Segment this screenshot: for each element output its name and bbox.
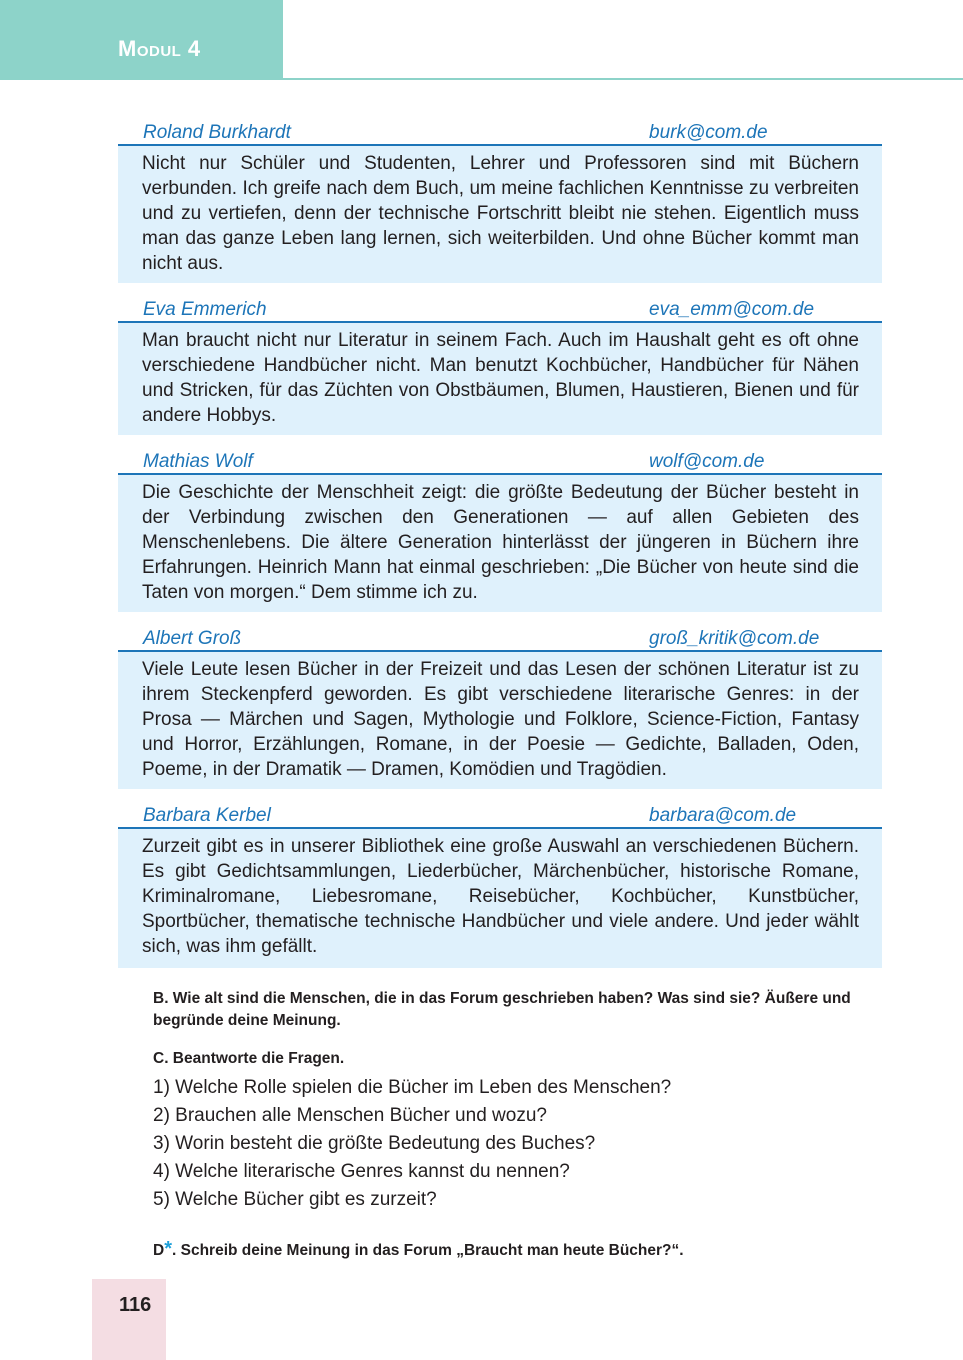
- forum-post: [118, 801, 882, 968]
- post-email: groß_kritik@com.de: [649, 628, 820, 649]
- forum-post: [118, 447, 882, 612]
- post-author: Barbara Kerbel: [143, 805, 271, 826]
- list-item: 4) Welche literarische Genres kannst du nennen?: [153, 1161, 570, 1182]
- post-text: Zurzeit gibt es in unserer Bibliothek eine große Auswahl an verschiedenen Büchern. Es gibt Gedichtsammlungen, Liederbücher, Märchenbücher, historische Romane, Kriminalromane, Liebesromane, Reisebücher, Kochbücher, Kunstbücher, Sportbücher, thematische technische Handbücher und viele andere. Und jeder wählt sich, was ihm gefällt.: [118, 829, 882, 968]
- list-item: 1) Welche Rolle spielen die Bücher im Leben des Menschen?: [153, 1077, 672, 1098]
- post-author: Albert Groß: [143, 628, 242, 649]
- task-b: B. Wie alt sind die Menschen, die in das Forum geschrieben haben? Was sind sie? Äußere und begründe deine Meinung.: [153, 990, 851, 1029]
- page-number-box: [92, 1279, 166, 1360]
- post-header: [118, 118, 882, 146]
- module-label: Modul 4: [118, 36, 201, 61]
- page-number: 116: [119, 1294, 152, 1316]
- post-email: wolf@com.de: [649, 451, 765, 472]
- post-text: Man braucht nicht nur Literatur in seinem Fach. Auch im Haushalt geht es oft ohne verschiedene Handbücher nicht. Man benutzt Kochbücher, Handbücher für Nähen und Stricken, für das Züchten von Obstbäumen, Blumen, Haustieren, Bienen und für andere Hobbys.: [118, 323, 882, 435]
- post-header: [118, 447, 882, 475]
- question-list: [153, 1074, 888, 1214]
- post-email: eva_emm@com.de: [649, 299, 815, 320]
- forum-posts: [118, 118, 882, 968]
- post-author: Roland Burkhardt: [143, 122, 291, 143]
- post-author: Mathias Wolf: [143, 451, 253, 472]
- list-item: 5) Welche Bücher gibt es zurzeit?: [153, 1189, 437, 1210]
- task-d: [153, 1238, 888, 1262]
- list-item: 3) Worin besteht die größte Bedeutung des Buches?: [153, 1133, 596, 1154]
- header-rule: [283, 78, 963, 80]
- list-item: 2) Brauchen alle Menschen Bücher und wozu?: [153, 1105, 547, 1126]
- post-text: Viele Leute lesen Bücher in der Freizeit und das Lesen der schönen Literatur ist zu ihrem Steckenpferd geworden. Es gibt verschiedene literarische Genres: in der Prosa — Märchen und Sagen, Mythologie und Folklore, Science-Fiction, Fantasy und Horror, Erzählungen, Romane, in der Poesie — Gedichte, Balladen, Oden, Poeme, in der Dramatik — Dramen, Komödien und Tragödien.: [118, 652, 882, 789]
- post-email: burk@com.de: [649, 122, 768, 143]
- exercise-section: [153, 988, 888, 1262]
- post-header: [118, 624, 882, 652]
- task-d-letter: D: [153, 1242, 165, 1259]
- post-header: [118, 295, 882, 323]
- post-header: [118, 801, 882, 829]
- forum-post: [118, 295, 882, 435]
- star-icon: *: [164, 1238, 172, 1260]
- task-c-title: C. Beantworte die Fragen.: [153, 1050, 345, 1067]
- post-text: Nicht nur Schüler und Studenten, Lehrer und Professoren sind mit Büchern verbunden. Ich greife nach dem Buch, um meine fachlichen Kenntnisse zu verbreiten und zu vertiefen, denn der technische Fortschritt bleibt nie stehen. Eigentlich muss man das ganze Leben lang lernen, sich weiterbilden. Und ohne Bücher kommt man nicht aus.: [118, 146, 882, 283]
- post-email: barbara@com.de: [649, 805, 797, 826]
- post-author: Eva Emmerich: [143, 299, 267, 320]
- task-d-text: . Schreib deine Meinung in das Forum „Braucht man heute Bücher?“.: [172, 1242, 684, 1259]
- forum-post: [118, 624, 882, 789]
- forum-post: [118, 118, 882, 283]
- post-text: Die Geschichte der Menschheit zeigt: die größte Bedeutung der Bücher besteht in der Verbindung zwischen den Generationen — auf allen Gebieten des Menschenlebens. Die ältere Generation hinterlässt der jüngeren in Büchern ihre Erfahrungen. Heinrich Mann hat einmal geschrieben: „Die Bücher von heute sind die Taten von morgen.“ Dem stimme ich zu.: [118, 475, 882, 612]
